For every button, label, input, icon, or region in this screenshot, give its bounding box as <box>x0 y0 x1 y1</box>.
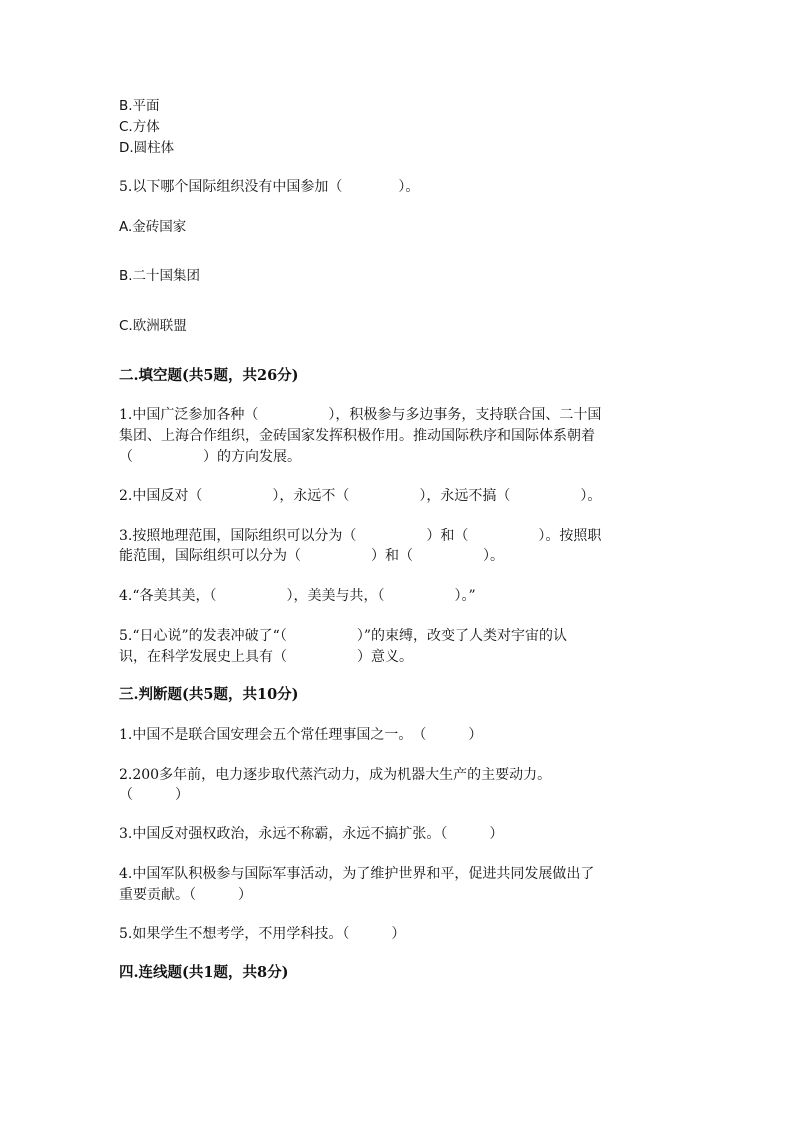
judge-q4-line2: 重要贡献。（ ） <box>119 887 252 903</box>
option-c: C.方体 <box>119 119 160 135</box>
judge-q4-line1: 4.中国军队积极参与国际军事活动，为了维护世界和平，促进共同发展做出了 <box>119 866 595 882</box>
question-5-option-c: C.欧洲联盟 <box>119 318 187 334</box>
fill-q3-line2: 能范围，国际组织可以分为（ ）和（ ）。 <box>119 548 504 564</box>
fill-q3-line1: 3.按照地理范围，国际组织可以分为（ ）和（ ）。按照职 <box>119 528 602 544</box>
fill-q1-line3: （ ）的方向发展。 <box>119 449 301 465</box>
question-5-option-b: B.二十国集团 <box>119 268 201 284</box>
question-5-stem: 5.以下哪个国际组织没有中国参加（ ）。 <box>119 179 420 195</box>
fill-q1-line1: 1.中国广泛参加各种（ ），积极参与多边事务，支持联合国、二十国 <box>119 407 602 423</box>
judge-q3-line1: 3.中国反对强权政治，永远不称霸，永远不搞扩张。（ ） <box>119 826 504 842</box>
fill-q4-line1: 4.“各美其美，（ ），美美与共，（ ）。” <box>119 588 476 604</box>
option-d: D.圆柱体 <box>119 140 175 156</box>
question-5-option-a: A.金砖国家 <box>119 219 187 235</box>
fill-q1-line2: 集团、上海合作组织，金砖国家发挥积极作用。推动国际秩序和国际体系朝着 <box>119 428 595 444</box>
fill-q5-line1: 5.“日心说”的发表冲破了“（ ）”的束缚，改变了人类对宇宙的认 <box>119 628 567 644</box>
judge-q1-line1: 1.中国不是联合国安理会五个常任理事国之一。 （ ） <box>119 727 483 743</box>
judge-q2-line1: 2.200多年前，电力逐步取代蒸汽动力，成为机器大生产的主要动力。 <box>119 767 552 783</box>
judge-q2-line2: （ ） <box>119 787 189 803</box>
fill-q5-line2: 识，在科学发展史上具有（ ）意义。 <box>119 649 413 665</box>
section-heading-fill-blank: 二.填空题(共5题，共26分) <box>119 367 299 384</box>
fill-q2-line1: 2.中国反对（ ），永远不（ ），永远不搞（ ）。 <box>119 488 602 504</box>
judge-q5-line1: 5.如果学生不想考学，不用学科技。（ ） <box>119 926 406 942</box>
option-b: B.平面 <box>119 98 160 114</box>
section-heading-true-false: 三.判断题(共5题，共10分) <box>119 686 299 703</box>
section-heading-matching: 四.连线题(共1题，共8分) <box>119 964 289 981</box>
